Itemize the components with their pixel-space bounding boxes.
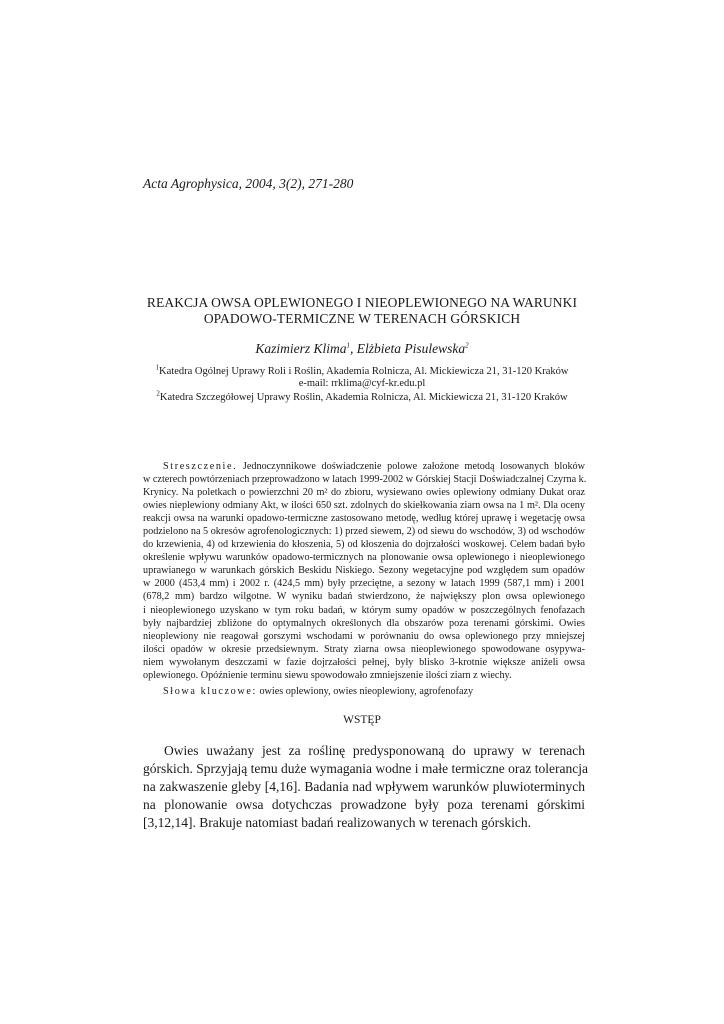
abstract-line: reakcji owsa na warunki opadowo-termiczne zastosowano metodę, według której uprawę i wegetację owsa (143, 513, 585, 525)
affiliation-1 (110, 363, 614, 390)
title-line-2: OPADOWO-TERMICZNE W TERENACH GÓRSKICH (203, 311, 521, 326)
abstract-line: do krzewienia, 4) od krzewienia do kłoszenia, 5) od kłoszenia do dojrzałości woskowej. Celem badań było (143, 539, 585, 551)
abstract-line: w 2000 (453,4 mm) i 2002 r. (424,5 mm) były przeciętne, a sezony w latach 1999 (587,1 mm) i 2001 (143, 578, 585, 590)
abstract-line: niem wywołanym deszczami w fazie dojrzałości pełnej, były blisko 3-krotnie większe aniżeli owsa (143, 656, 585, 668)
introduction-paragraph (143, 742, 588, 832)
abstract-label: Streszczenie. (163, 461, 238, 472)
paragraph-line: górskich. Sprzyjają temu duże wymagania wodne i małe termiczne oraz tolerancja (143, 761, 588, 776)
abstract-line: nieoplewiony nie reagował gorszymi wschodami w porównaniu do owsa oplewionego przy mniejszej (143, 630, 585, 642)
keywords (163, 686, 473, 697)
abstract (143, 460, 585, 682)
abstract-line: uprawianego w warunkach górskich Beskidu Niskiego. Sezony wegetacyjne pod względem sum opadów (143, 565, 585, 577)
affiliation-1-mark: 1 (155, 363, 160, 372)
abstract-line: owies nieplewiony odmiany Akt, w ilości 650 szt. zdolnych do skiełkowania ziarn owsa na 1 m². Dla oceny (143, 500, 585, 512)
abstract-line: Krynicy. Na poletkach o powierzchni 20 m² do zbioru, wysiewano owies oplewiony odmiany Dukat oraz (143, 487, 585, 499)
abstract-line: określenie wpływu warunków opadowo-termicznych na plonowanie owsa oplewionego i nieoplewionego (143, 552, 585, 564)
abstract-text: Jednoczynnikowe doświadczenie polowe założone metodą losowanych bloków (242, 461, 585, 472)
author-name-1: Kazimierz Klima (255, 341, 347, 356)
affiliation-2 (110, 389, 614, 404)
abstract-line: w czterech powtórzeniach przeprowadzono w latach 1999-2002 w Górskiej Stacji Doświadczalnej Czyrna k. (143, 474, 587, 486)
author-list (120, 341, 604, 357)
keywords-text: owies oplewiony, owies nieoplewiony, agrofenofazy (259, 686, 474, 697)
paragraph-line: na zakwaszenie gleby [4,16]. Badania nad wpływem warunków pluwioterminych (143, 779, 585, 794)
paragraph-line: na plonowanie owsa dotychczas prowadzone były poza terenami górskimi (143, 797, 585, 812)
affiliation-1-text: Katedra Ogólnej Uprawy Roli i Roślin, Akademia Rolnicza, Al. Mickiewicza 21, 31-120 Kraków (159, 366, 569, 377)
affiliation-2-mark: 2 (156, 389, 160, 398)
author-1-affiliation-mark: 1 (346, 341, 350, 350)
abstract-line: ilości opadów w okresie przedsiewnym. Straty ziarna owsa nieoplewionego spowodowane osypywa- (143, 643, 585, 655)
author-email: e-mail: rrklima@cyf-kr.edu.pl (298, 378, 426, 389)
title-line-1: REAKCJA OWSA OPLEWIONEGO I NIEOPLEWIONEGO NA WARUNKI (146, 295, 578, 310)
author-separator: , (350, 341, 357, 356)
section-heading: WSTĘP (343, 714, 381, 726)
abstract-line: były najbardziej zbliżone do optymalnych określonych dla obszarów poza terenami górskimi. Owies (143, 617, 585, 629)
paragraph-line: [3,12,14]. Brakuje natomiast badań realizowanych w terenach górskich. (143, 815, 531, 830)
affiliation-2-text: Katedra Szczegółowej Uprawy Roślin, Akademia Rolnicza, Al. Mickiewicza 21, 31-120 Kraków (159, 392, 568, 403)
abstract-line: i nieoplewionego uzyskano w tym roku badań, w którym sumy opadów w poszczególnych fenofazach (143, 604, 585, 616)
abstract-line: (678,2 mm) bardzo wilgotne. W wyniku badań stwierdzono, że największy plon owsa oplewionego (143, 591, 585, 603)
paragraph-line: Owies uważany jest za roślinę predysponowaną do uprawy w terenach (164, 743, 585, 758)
abstract-line: oplewionego. Opóźnienie terminu siewu spowodowało zmniejszenie ilości ziarn z wiechy. (143, 669, 512, 681)
keywords-label: Słowa kluczowe: (163, 686, 257, 697)
author-name-2: Elżbieta Pisulewska (356, 341, 466, 356)
abstract-line: podzielono na 5 okresów agrofenologicznych: 1) przed siewem, 2) od siewu do wschodów, 3) od wschodów (143, 526, 585, 538)
paper-title (120, 295, 604, 327)
author-2-affiliation-mark: 2 (465, 341, 469, 350)
journal-citation: Acta Agrophysica, 2004, 3(2), 271-280 (143, 176, 354, 191)
abstract-line (143, 460, 585, 473)
